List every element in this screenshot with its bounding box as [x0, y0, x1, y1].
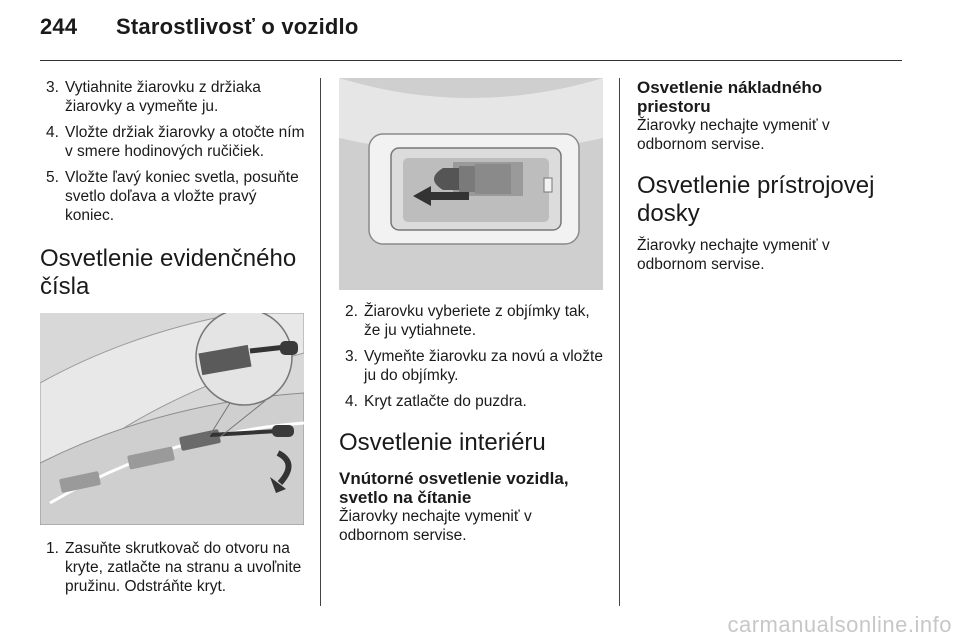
- illustration-graphic: [40, 313, 304, 525]
- subsection-heading: Vnútorné osvetlenie vozidla, svetlo na čítanie: [339, 469, 569, 507]
- step-number: 4.: [46, 124, 59, 141]
- page-number: 244: [40, 14, 78, 39]
- list-item: [339, 392, 605, 411]
- page-title: Starostlivosť o vozidlo: [116, 14, 359, 39]
- subsection-heading: Osvetlenie nákladného priestoru: [637, 78, 823, 116]
- step-text: Žiarovku vyberiete z objímky tak, že ju vytiahnete.: [364, 303, 590, 339]
- body-text: Žiarovky nechajte vymeniť v odbornom servise.: [637, 237, 830, 273]
- column-3: [637, 78, 897, 274]
- column-divider: [619, 78, 620, 606]
- section-heading: Osvetlenie interiéru: [339, 429, 546, 456]
- list-item: [40, 539, 308, 596]
- step-number: 1.: [46, 540, 59, 557]
- column-divider: [320, 78, 321, 606]
- step-number: 3.: [345, 348, 358, 365]
- step-list: [40, 539, 308, 596]
- list-item: [40, 78, 308, 116]
- bulb-removal-illustration: [339, 78, 603, 290]
- step-number: 5.: [46, 169, 59, 186]
- column-1: [40, 78, 308, 603]
- step-number: 3.: [46, 79, 59, 96]
- step-text: Vložte držiak žiarovky a otočte ním v smere hodinových ručičiek.: [65, 124, 305, 160]
- body-text: Žiarovky nechajte vymeniť v odbornom servise.: [339, 508, 532, 544]
- section-heading: Osvetlenie evidenčného čísla: [40, 245, 297, 300]
- step-text: Zasuňte skrutkovač do otvoru na kryte, zatlačte na stranu a uvoľnite pružinu. Odstráňte kryt.: [65, 540, 302, 595]
- list-item: [40, 168, 308, 225]
- step-text: Vložte ľavý koniec svetla, posuňte svetlo doľava a vložte pravý koniec.: [65, 169, 299, 224]
- step-number: 2.: [345, 303, 358, 320]
- body-text: Žiarovky nechajte vymeniť v odbornom servise.: [637, 117, 830, 153]
- step-text: Vytiahnite žiarovku z držiaka žiarovky a vymeňte ju.: [65, 79, 261, 115]
- page-header: [40, 14, 359, 40]
- list-item: [339, 302, 605, 340]
- step-text: Vymeňte žiarovku za novú a vložte ju do objímky.: [364, 348, 603, 384]
- step-text: Kryt zatlačte do puzdra.: [364, 393, 527, 410]
- column-2: [339, 78, 605, 545]
- step-list: [339, 302, 605, 411]
- section-heading: Osvetlenie prístrojovej dosky: [637, 172, 875, 227]
- step-number: 4.: [345, 393, 358, 410]
- list-item: [40, 123, 308, 161]
- list-item: [339, 347, 605, 385]
- license-plate-light-illustration: [40, 313, 304, 525]
- illustration-graphic: [339, 78, 603, 290]
- step-list: [40, 78, 308, 225]
- header-rule: [40, 60, 902, 61]
- watermark: carmanualsonline.info: [727, 612, 952, 637]
